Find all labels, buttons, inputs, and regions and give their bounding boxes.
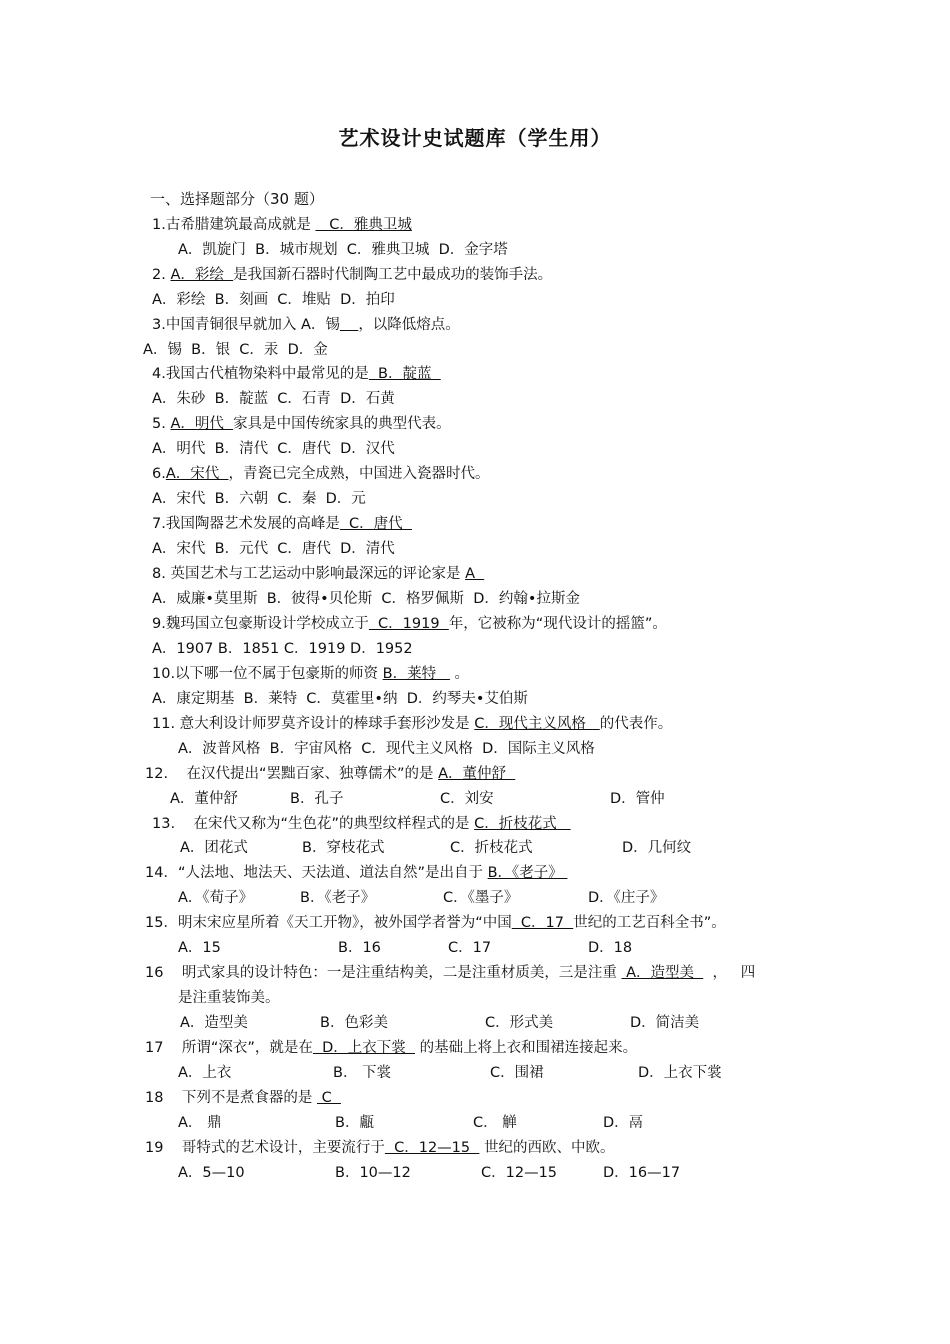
answer-blank: B．莱特: [382, 666, 450, 682]
question-text: 17 所谓“深衣”，就是在: [145, 1040, 313, 1056]
option-c: C．围裙: [490, 1065, 544, 1081]
question-line: [152, 714, 672, 734]
option-a: A．上衣: [178, 1065, 232, 1081]
question-text: 11. 意大利设计师罗莫齐设计的棒球手套形沙发是: [152, 716, 475, 732]
question-line: [152, 814, 571, 834]
question-text: 6.: [152, 466, 166, 482]
question-text: 13. 在宋代又称为“生色花”的典型纹样程式的是: [152, 816, 475, 832]
question-text: 7.我国陶器艺术发展的高峰是: [152, 516, 340, 532]
question-line: [152, 215, 412, 235]
option-a: A．团花式: [180, 840, 248, 856]
question-text: 9.魏玛国立包豪斯设计学校成立于: [152, 616, 369, 632]
question-text: 18 下列不是煮食器的是: [145, 1090, 317, 1106]
question-line: [145, 1038, 637, 1058]
answer-blank: C．现代主义风格: [474, 716, 600, 732]
option-d: D．简洁美: [630, 1015, 700, 1031]
option-c: C．刘安: [440, 791, 494, 807]
page-title: 艺术设计史试题库（学生用）: [338, 126, 612, 150]
answer-blank: A．明代: [170, 416, 234, 432]
option-c: C．17: [448, 940, 492, 956]
option-b: B．甗: [335, 1115, 374, 1131]
question-text: A．明代 B．清代 C．唐代 D．汉代: [152, 441, 395, 457]
question-line: [145, 863, 567, 883]
option-a: A．造型美: [180, 1015, 248, 1031]
option-a: A．《荀子》: [178, 890, 254, 906]
question-line: [152, 514, 412, 534]
answer-blank: C: [317, 1090, 341, 1106]
question-text: 1.古希腊建筑最高成就是: [152, 217, 316, 233]
option-b: B． 下裳: [333, 1065, 392, 1081]
question-text: 是注重装饰美。: [178, 990, 280, 1006]
answer-blank: C．17: [511, 915, 574, 931]
question-text: 5.: [152, 416, 171, 432]
answer-blank: C．雅典卫城: [315, 217, 412, 233]
question-line: [152, 639, 413, 659]
answer-blank: [340, 317, 358, 333]
question-text: A．宋代 B．六朝 C．秦 D．元: [152, 491, 366, 507]
question-text: 10.以下哪一位不属于包豪斯的师资: [152, 666, 383, 682]
question-line: [178, 739, 595, 759]
option-b: B．《老子》: [300, 890, 376, 906]
answer-blank: C．12—15: [384, 1140, 480, 1156]
question-text-suffix: 的基础上将上衣和围裙连接起来。: [415, 1040, 638, 1056]
question-line: [152, 589, 580, 609]
question-text-suffix: 的代表作。: [599, 716, 673, 732]
question-text: 16 明式家具的设计特色：一是注重结构美，二是注重材质美，三是注重: [145, 965, 622, 981]
question-text: 19 哥特式的艺术设计，主要流行于: [145, 1140, 385, 1156]
question-line: [178, 240, 508, 260]
option-d: D．上衣下裳: [638, 1065, 722, 1081]
question-line: [145, 764, 515, 784]
answer-blank: C．折枝花式: [474, 816, 571, 832]
question-text: 3.中国青铜很早就加入 A．锡: [152, 317, 340, 333]
option-a: A．董仲舒: [170, 791, 238, 807]
question-text: 14．“人法地、地法天、天法道、道法自然”是出自于: [145, 865, 488, 881]
option-b: B．16: [338, 940, 381, 956]
option-d: D．《庄子》: [588, 890, 665, 906]
option-c: C．折枝花式: [450, 840, 533, 856]
option-c: C． 觯: [473, 1115, 517, 1131]
question-line: [152, 464, 489, 484]
answer-blank: C．1919: [368, 616, 449, 632]
question-text: A．朱砂 B．靛蓝 C．石青 D．石黄: [152, 391, 395, 407]
question-text: 4.我国古代植物染料中最常见的是: [152, 366, 369, 382]
option-c: C．《墨子》: [443, 890, 519, 906]
question-text: 2.: [152, 267, 171, 283]
option-c: C．12—15: [481, 1165, 558, 1181]
answer-blank: A．宋代: [165, 466, 229, 482]
question-line: [152, 539, 395, 559]
question-text: A．锡 B．银 C．汞 D．金: [143, 342, 328, 358]
question-line: [152, 290, 395, 310]
question-text: 15．明末宋应星所着《天工开物》，被外国学者誉为“中国: [145, 915, 512, 931]
answer-blank: A．造型美: [621, 965, 704, 981]
question-text-suffix: 是我国新石器时代制陶工艺中最成功的装饰手法。: [233, 267, 553, 283]
answer-blank: B．《老子》: [487, 865, 568, 881]
answer-blank: A: [465, 566, 485, 582]
question-line: [143, 340, 328, 360]
section-heading: 一、选择题部分（30 题）: [150, 190, 324, 208]
answer-blank: A．彩绘: [170, 267, 234, 283]
question-text: 8. 英国艺术与工艺运动中影响最深远的评论家是: [152, 566, 466, 582]
question-text: A．宋代 B．元代 C．唐代 D．清代: [152, 541, 395, 557]
question-text: A．波普风格 B．宇宙风格 C．现代主义风格 D．国际主义风格: [178, 741, 595, 757]
option-c: C．形式美: [485, 1015, 554, 1031]
option-d: D．管仲: [610, 791, 665, 807]
question-text: 12. 在汉代提出“罢黜百家、独尊儒术”的是: [145, 766, 439, 782]
question-line: [152, 489, 366, 509]
answer-blank: B．靛蓝: [368, 366, 441, 382]
question-text-suffix: 家具是中国传统家具的典型代表。: [233, 416, 451, 432]
option-d: D．几何纹: [622, 840, 692, 856]
question-text-suffix: 世纪的工艺百科全书”。: [573, 915, 726, 931]
question-line: [152, 364, 441, 384]
question-line: [145, 913, 726, 933]
answer-blank: C．唐代: [339, 516, 412, 532]
option-b: B．色彩美: [320, 1015, 388, 1031]
option-a: A．15: [178, 940, 221, 956]
option-a: A．5—10: [178, 1165, 245, 1181]
question-text-suffix: ， 四: [703, 965, 756, 981]
question-line: [152, 389, 395, 409]
option-a: A． 鼎: [178, 1115, 222, 1131]
option-b: B．10—12: [335, 1165, 411, 1181]
question-text-suffix: ，青瓷已完全成熟，中国进入瓷器时代。: [228, 466, 490, 482]
question-line: [152, 664, 469, 684]
answer-blank: D．上衣下裳: [312, 1040, 416, 1056]
option-d: D．鬲: [603, 1115, 644, 1131]
question-line: [152, 265, 552, 285]
question-text: A．彩绘 B．刻画 C．堆贴 D．拍印: [152, 292, 395, 308]
option-b: B．穿枝花式: [302, 840, 385, 856]
question-line: [152, 564, 484, 584]
question-text-suffix: 年，它被称为“现代设计的摇篮”。: [448, 616, 667, 632]
question-line: [178, 988, 280, 1008]
question-line: [152, 439, 395, 459]
question-line: [152, 614, 667, 634]
question-text: A．威廉•莫里斯 B．彼得•贝伦斯 C．格罗佩斯 D．约翰•拉斯金: [152, 591, 580, 607]
option-d: D．18: [588, 940, 633, 956]
answer-blank: A．董仲舒: [438, 766, 516, 782]
option-b: B．孔子: [290, 791, 344, 807]
question-text: A．凯旋门 B．城市规划 C．雅典卫城 D．金字塔: [178, 242, 508, 258]
question-text: A．康定期基 B．莱特 C．莫霍里•纳 D．约琴夫•艾伯斯: [152, 691, 528, 707]
question-line: [145, 1088, 341, 1108]
question-text-suffix: ，以降低熔点。: [358, 317, 460, 333]
option-d: D．16—17: [603, 1165, 681, 1181]
question-line: [152, 689, 528, 709]
question-line: [152, 414, 451, 434]
question-text: A．1907 B．1851 C．1919 D．1952: [152, 641, 413, 657]
question-line: [145, 963, 755, 983]
question-line: [145, 1138, 614, 1158]
question-text-suffix: 。: [449, 666, 470, 682]
question-text-suffix: 世纪的西欧、中欧。: [479, 1140, 615, 1156]
question-line: [152, 315, 460, 335]
